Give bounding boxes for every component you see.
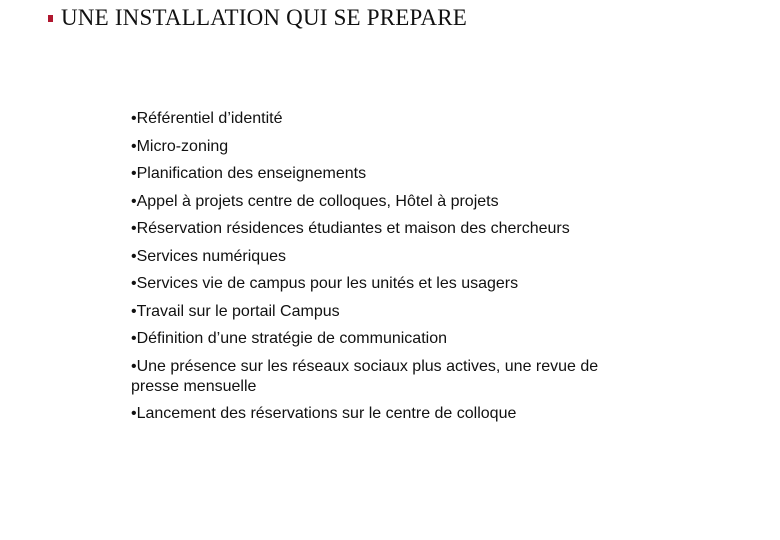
list-item: •Services numériques [131,247,286,265]
list-item: •Définition d’une stratégie de communication [131,330,447,347]
list-item: •Appel à projets centre de colloques, Hôtel à projets [131,192,499,210]
list-item: •Micro-zoning [131,137,229,155]
list-item: •Lancement des réservations sur le centre de colloque [131,405,517,422]
list-item: •Travail sur le portail Campus [131,302,340,320]
square-bullet-icon [48,15,53,22]
slide-title-text: UNE INSTALLATION QUI SE PREPARE [61,5,468,30]
slide-title [48,5,467,31]
list-item: •Planification des enseignements [131,165,367,182]
list-item: •Référentiel d’identité [131,110,283,127]
list-item: •Une présence sur les réseaux sociaux plus actives, une revue de presse mensuelle [131,357,599,395]
list-item: •Services vie de campus pour les unités et les usagers [131,275,519,292]
list-item: •Réservation résidences étudiantes et maison des chercheurs [131,220,570,237]
bullet-list [131,109,601,432]
